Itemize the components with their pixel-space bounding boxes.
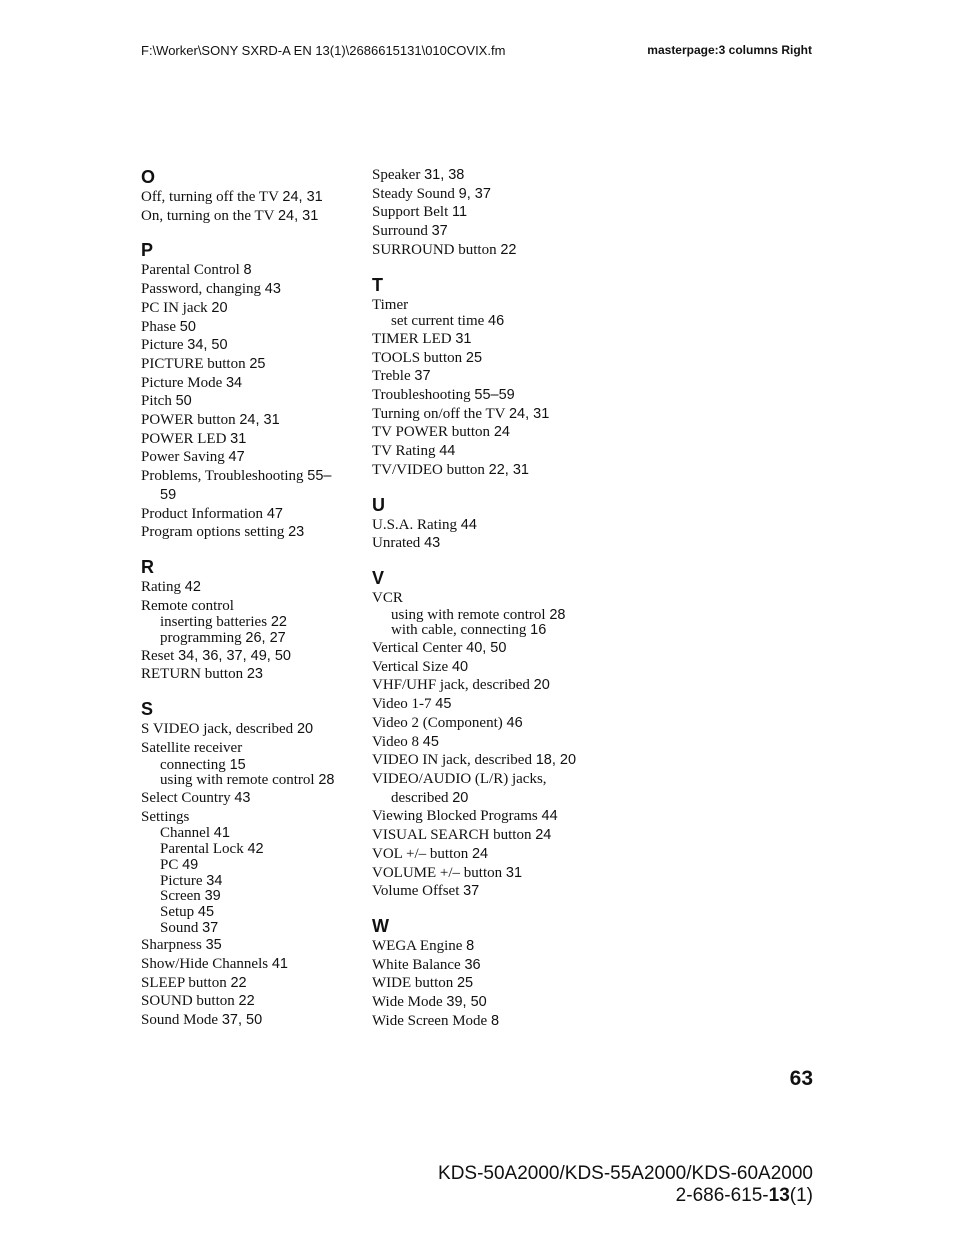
index-entry <box>372 826 587 845</box>
subentry-pages: 45 <box>197 903 215 920</box>
entry-term: Problems, Troubleshooting <box>141 468 304 485</box>
entry-term: SLEEP button <box>141 974 227 991</box>
index-subentry <box>141 842 356 858</box>
subentry-pages: 37 <box>202 919 219 936</box>
index-column-2 <box>372 166 587 1044</box>
subentry-pages: 16 <box>530 622 547 639</box>
index-section <box>141 556 356 684</box>
entry-pages: 8 <box>466 937 475 954</box>
index-entry <box>141 430 356 449</box>
entry-pages: 40, 50 <box>466 640 507 657</box>
entry-term: Video 1-7 <box>372 696 432 713</box>
index-entry <box>141 578 356 597</box>
entry-term: Show/Hide Channels <box>141 956 269 973</box>
entry-pages: 31, 38 <box>424 167 465 183</box>
subentry-term: using with remote control <box>391 606 546 623</box>
index-entry <box>372 516 587 535</box>
index-entry <box>372 714 587 733</box>
index-entry <box>372 845 587 864</box>
index-entry <box>141 523 356 542</box>
entry-term: Troubleshooting <box>372 387 471 404</box>
index-entry <box>141 299 356 318</box>
index-entry <box>141 467 356 504</box>
index-entry <box>141 992 356 1011</box>
entry-pages: 37 <box>463 883 480 900</box>
entry-term: White Balance <box>372 956 461 973</box>
index-entry <box>141 974 356 993</box>
index-entry <box>372 807 587 826</box>
entry-term: Surround <box>372 223 428 240</box>
section-letter: T <box>372 274 383 295</box>
entry-pages: 24, 31 <box>239 412 280 429</box>
entry-pages: 31 <box>505 864 523 881</box>
entry-term: VHF/UHF jack, described <box>372 677 530 694</box>
index-entry <box>141 1011 356 1030</box>
index-entry <box>141 955 356 974</box>
entry-term: Treble <box>372 368 411 385</box>
entry-term: VIDEO/AUDIO (L/R) jacks, <box>372 770 547 787</box>
entry-pages: 23 <box>246 666 263 683</box>
index-section <box>372 166 587 260</box>
index-subentry <box>141 631 356 647</box>
entry-term: VCR <box>372 589 403 606</box>
entry-pages: 44 <box>541 808 558 825</box>
entry-pages: 9, 37 <box>458 185 491 202</box>
entry-pages: 8 <box>490 1012 500 1029</box>
entry-pages: 43 <box>234 789 251 806</box>
entry-pages: 35 <box>205 937 222 954</box>
subentry-pages: 42 <box>247 841 264 858</box>
entry-term: On, turning on the TV <box>141 207 275 224</box>
index-entry <box>141 448 356 467</box>
entry-pages: 20 <box>211 299 228 316</box>
entry-term: Settings <box>141 808 190 825</box>
subentry-term: programming <box>160 630 242 647</box>
entry-pages: 44 <box>439 443 456 460</box>
index-subentry <box>141 826 356 842</box>
index-entry <box>372 222 587 241</box>
entry-pages: 45 <box>435 696 452 713</box>
subentry-pages: 15 <box>229 756 246 773</box>
entry-pages: 24, 31 <box>282 189 323 205</box>
entry-pages: 24 <box>535 827 552 844</box>
index-subentry <box>141 889 356 905</box>
entry-pages: 8 <box>243 262 252 279</box>
entry-continuation-pages: 20 <box>452 789 469 806</box>
entry-term: Power Saving <box>141 449 225 466</box>
index-subentry <box>141 773 356 789</box>
entry-term: Phase <box>141 318 176 335</box>
index-entry <box>141 665 356 684</box>
index-entry <box>372 296 587 315</box>
subentry-term: Picture <box>160 872 203 889</box>
entry-term: Sharpness <box>141 937 202 954</box>
index-entry <box>372 367 587 386</box>
footer-code: 2-686-615-13(1) <box>675 1185 813 1206</box>
index-entry <box>141 597 356 616</box>
index-section <box>372 494 587 553</box>
entry-term: SOUND button <box>141 993 235 1010</box>
entry-term: RETURN button <box>141 666 244 683</box>
entry-pages: 31 <box>455 330 472 347</box>
entry-pages: 18, 20 <box>535 752 577 769</box>
index-section <box>141 239 356 542</box>
entry-pages: 43 <box>424 535 441 552</box>
entry-pages: 55– <box>307 468 332 485</box>
subentry-pages: 28 <box>549 606 566 623</box>
index-subentry <box>141 905 356 921</box>
section-letter: P <box>141 240 154 261</box>
entry-pages: 34 <box>225 374 243 391</box>
index-entry <box>141 392 356 411</box>
index-entry <box>372 166 587 185</box>
subentry-pages: 49 <box>182 856 199 873</box>
entry-term: VOL +/– button <box>372 845 469 862</box>
index-entry <box>372 733 587 752</box>
entry-pages: 47 <box>228 449 245 466</box>
index-entry <box>141 505 356 524</box>
index-subentry <box>141 615 356 631</box>
entry-term: S VIDEO jack, described <box>141 721 294 738</box>
index-entry <box>141 808 356 827</box>
entry-term: Speaker <box>372 167 421 183</box>
entry-pages: 23 <box>288 524 305 541</box>
index-subentry <box>372 623 587 639</box>
entry-term: TV Rating <box>372 443 436 460</box>
index-entry <box>141 739 356 758</box>
entry-pages: 24 <box>471 845 489 862</box>
footer-models: KDS-50A2000/KDS-55A2000/KDS-60A2000 <box>438 1163 813 1184</box>
entry-term: PC IN jack <box>141 299 208 316</box>
entry-term: TV/VIDEO button <box>372 461 485 478</box>
entry-pages: 45 <box>422 733 439 750</box>
entry-pages: 50 <box>179 318 196 335</box>
entry-term: Wide Screen Mode <box>372 1012 488 1029</box>
index-entry <box>372 589 587 608</box>
entry-term: SURROUND button <box>372 241 497 258</box>
entry-pages: 25 <box>456 975 474 992</box>
index-entry <box>372 639 587 658</box>
entry-pages: 34, 36, 37, 49, 50 <box>178 647 291 664</box>
entry-term: U.S.A. Rating <box>372 516 458 533</box>
index-entry <box>141 261 356 280</box>
index-entry <box>372 423 587 442</box>
index-entry <box>372 405 587 424</box>
entry-term: Timer <box>372 296 409 313</box>
index-entry <box>141 411 356 430</box>
entry-pages: 40 <box>451 658 469 675</box>
index-entry <box>372 658 587 677</box>
index-section <box>141 166 356 225</box>
entry-term: POWER button <box>141 412 236 429</box>
entry-term: Pitch <box>141 393 172 410</box>
entry-term: Program options setting <box>141 524 285 541</box>
index-entry <box>141 355 356 374</box>
entry-term: Turning on/off the TV <box>372 405 506 422</box>
subentry-term: connecting <box>160 756 226 773</box>
footer <box>438 1163 813 1207</box>
entry-term: Password, changing <box>141 281 261 298</box>
index-entry <box>372 241 587 260</box>
index-subentry <box>141 921 356 937</box>
entry-pages: 31 <box>230 430 247 447</box>
entry-pages: 46 <box>506 714 523 731</box>
entry-pages: 22 <box>238 993 255 1010</box>
entry-pages: 24, 31 <box>277 207 319 224</box>
subentry-term: with cable, connecting <box>391 622 527 639</box>
entry-pages: 39, 50 <box>446 994 487 1011</box>
entry-pages: 41 <box>271 956 288 973</box>
entry-continuation-text: 59 <box>160 486 177 503</box>
entry-term: WIDE button <box>372 975 454 992</box>
entry-term: TOOLS button <box>372 349 463 366</box>
index-subentry <box>141 874 356 890</box>
entry-term: Vertical Center <box>372 640 463 657</box>
subentry-term: Setup <box>160 903 195 920</box>
entry-term: Viewing Blocked Programs <box>372 808 538 825</box>
entry-pages: 55–59 <box>474 387 515 404</box>
index-entry <box>141 188 356 207</box>
entry-term: PICTURE button <box>141 355 246 372</box>
index-entry <box>372 386 587 405</box>
index-entry <box>141 936 356 955</box>
entry-pages: 37 <box>414 368 431 385</box>
entry-pages: 36 <box>464 956 481 973</box>
header-masterpage: masterpage:3 columns Right <box>647 43 812 57</box>
entry-continuation <box>141 486 356 505</box>
entry-term: Select Country <box>141 789 231 806</box>
entry-pages: 22, 31 <box>488 461 529 478</box>
index-entry <box>372 534 587 553</box>
entry-term: Off, turning off the TV <box>141 189 279 205</box>
section-letter: S <box>141 699 154 720</box>
index-entry <box>372 956 587 975</box>
section-letter: O <box>141 167 156 187</box>
index-entry <box>372 461 587 480</box>
index-column-1 <box>141 166 356 1044</box>
entry-term: Product Information <box>141 505 264 522</box>
entry-term: Support Belt <box>372 204 449 221</box>
index-entry <box>372 974 587 993</box>
entry-continuation-text: described <box>391 789 449 806</box>
index-entry <box>141 789 356 808</box>
index-entry <box>372 695 587 714</box>
index-entry <box>372 676 587 695</box>
entry-term: Video 8 <box>372 733 420 750</box>
entry-term: Steady Sound <box>372 185 455 202</box>
subentry-term: Screen <box>160 888 201 905</box>
entry-pages: 24 <box>493 424 510 441</box>
subentry-pages: 28 <box>318 772 335 789</box>
entry-pages: 25 <box>465 349 483 366</box>
index-section <box>372 915 587 1031</box>
index-entry <box>141 207 356 226</box>
entry-pages: 25 <box>249 355 266 372</box>
index-subentry <box>141 858 356 874</box>
header-file-path: F:\Worker\SONY SXRD-A EN 13(1)\2686615131\010COVIX.fm <box>141 43 506 58</box>
subentry-term: using with remote control <box>160 772 315 789</box>
entry-term: VISUAL SEARCH button <box>372 827 532 844</box>
subentry-pages: 39 <box>204 888 221 905</box>
index-section <box>141 698 356 1030</box>
subentry-pages: 22 <box>270 614 287 631</box>
entry-term: Picture Mode <box>141 374 223 391</box>
index-subentry <box>372 608 587 624</box>
index-subentry <box>141 758 356 774</box>
subentry-pages: 34 <box>206 872 223 889</box>
section-letter: R <box>141 556 154 577</box>
index-section <box>372 274 587 480</box>
subentry-term: inserting batteries <box>160 614 268 631</box>
index-entry <box>372 349 587 368</box>
entry-term: Picture <box>141 337 184 354</box>
entry-pages: 20 <box>533 677 550 694</box>
subentry-pages: 26, 27 <box>245 630 286 647</box>
entry-term: Volume Offset <box>372 883 460 900</box>
subentry-pages: 46 <box>488 313 505 330</box>
entry-term: Sound Mode <box>141 1012 219 1029</box>
entry-term: Vertical Size <box>372 658 449 675</box>
index-entry <box>141 336 356 355</box>
index-section <box>372 567 587 901</box>
entry-pages: 43 <box>264 281 281 298</box>
index-entry <box>372 442 587 461</box>
entry-term: Remote control <box>141 597 234 614</box>
index-entry <box>141 647 356 666</box>
entry-term: VIDEO IN jack, described <box>372 752 532 769</box>
entry-term: TV POWER button <box>372 424 491 441</box>
entry-term: Satellite receiver <box>141 739 243 756</box>
index-entry <box>372 864 587 883</box>
entry-term: Reset <box>141 647 175 664</box>
index-entry <box>372 937 587 956</box>
subentry-term: Sound <box>160 919 199 936</box>
entry-pages: 37 <box>431 223 448 240</box>
entry-pages: 22 <box>500 241 517 258</box>
entry-pages: 22 <box>230 974 247 991</box>
entry-term: Wide Mode <box>372 994 443 1011</box>
entry-pages: 20 <box>296 721 314 738</box>
index-entry <box>372 185 587 204</box>
entry-term: Parental Control <box>141 262 240 279</box>
entry-term: Unrated <box>372 535 421 552</box>
subentry-term: set current time <box>391 313 485 330</box>
entry-pages: 34, 50 <box>187 337 228 354</box>
index-entry <box>141 720 356 739</box>
section-letter: V <box>372 567 385 588</box>
index-entry <box>372 770 587 807</box>
entry-pages: 50 <box>175 393 192 410</box>
section-letter: W <box>372 915 389 936</box>
index-entry <box>372 203 587 222</box>
index-entry <box>141 318 356 337</box>
index-entry <box>372 1012 587 1031</box>
index-subentry <box>372 314 587 330</box>
subentry-term: Channel <box>160 825 210 842</box>
entry-term: Video 2 (Component) <box>372 714 503 731</box>
index-entry <box>372 330 587 349</box>
entry-term: WEGA Engine <box>372 937 463 954</box>
page-number: 63 <box>789 1067 813 1090</box>
entry-term: TIMER LED <box>372 330 452 347</box>
index-entry <box>141 280 356 299</box>
index-entry <box>372 993 587 1012</box>
index-entry <box>141 374 356 393</box>
subentry-term: PC <box>160 856 179 873</box>
entry-term: VOLUME +/– button <box>372 864 503 881</box>
entry-pages: 42 <box>184 578 201 595</box>
entry-term: POWER LED <box>141 430 227 447</box>
section-letter: U <box>372 494 385 515</box>
index-entry <box>372 882 587 901</box>
entry-pages: 37, 50 <box>221 1012 263 1029</box>
entry-pages: 24, 31 <box>508 405 550 422</box>
index-entry <box>372 751 587 770</box>
entry-continuation <box>372 789 587 808</box>
entry-pages: 11 <box>452 204 468 221</box>
entry-term: Rating <box>141 578 181 595</box>
subentry-pages: 41 <box>213 825 230 842</box>
subentry-term: Parental Lock <box>160 841 244 858</box>
entry-pages: 47 <box>266 505 283 522</box>
entry-pages: 44 <box>460 516 477 533</box>
